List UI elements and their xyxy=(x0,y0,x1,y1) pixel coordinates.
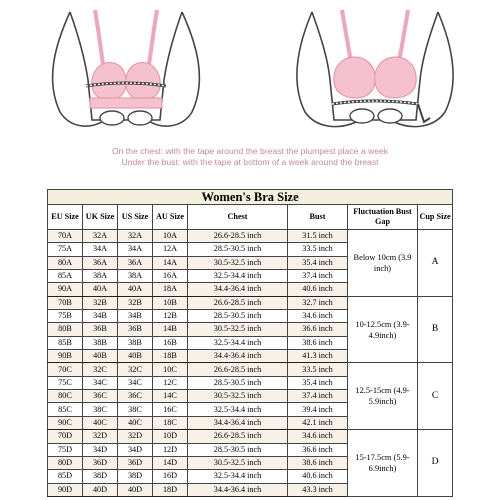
cell-us-size: 32D xyxy=(118,430,153,443)
cell-au-size: 14B xyxy=(153,323,188,336)
measuring-tape-underbust-illustration-icon xyxy=(250,0,500,140)
cell-uk-size: 36C xyxy=(83,390,118,403)
chest-instruction: On the chest: with the tape around the breast the plumpest place a week xyxy=(111,146,389,156)
cell-bust: 34.6 inch xyxy=(288,310,348,323)
cell-bust: 40.6 inch xyxy=(288,470,348,483)
cell-eu-size: 85A xyxy=(48,270,83,283)
cell-uk-size: 36D xyxy=(83,456,118,469)
cell-uk-size: 40D xyxy=(83,483,118,496)
table-row xyxy=(48,430,453,443)
cell-cup-size: D xyxy=(418,430,453,497)
cell-us-size: 34D xyxy=(118,443,153,456)
cell-au-size: 10A xyxy=(153,230,188,243)
cell-uk-size: 38A xyxy=(83,270,118,283)
cell-chest: 28.5-30.5 inch xyxy=(188,310,288,323)
cell-au-size: 18C xyxy=(153,416,188,429)
cell-uk-size: 40C xyxy=(83,416,118,429)
cell-chest: 34.4-36.4 inch xyxy=(188,283,288,296)
cell-uk-size: 40A xyxy=(83,283,118,296)
cell-uk-size: 38C xyxy=(83,403,118,416)
cell-eu-size: 80A xyxy=(48,256,83,269)
cell-us-size: 32C xyxy=(118,363,153,376)
cell-chest: 30.5-32.5 inch xyxy=(188,323,288,336)
cell-bust-gap: 12.5-15cm (4.9-5.9inch) xyxy=(348,363,418,430)
cell-eu-size: 90D xyxy=(48,483,83,496)
cell-eu-size: 90B xyxy=(48,350,83,363)
header-cup-size: Cup Size xyxy=(418,205,453,230)
cell-bust: 36.6 inch xyxy=(288,443,348,456)
cell-us-size: 36A xyxy=(118,256,153,269)
cell-bust: 42.1 inch xyxy=(288,416,348,429)
cell-chest: 26.6-28.5 inch xyxy=(188,296,288,309)
header-us-size: US Size xyxy=(118,205,153,230)
cell-au-size: 12A xyxy=(153,243,188,256)
cell-au-size: 12D xyxy=(153,443,188,456)
cell-uk-size: 34C xyxy=(83,376,118,389)
cell-eu-size: 70A xyxy=(48,230,83,243)
cell-uk-size: 38B xyxy=(83,336,118,349)
cell-chest: 34.4-36.4 inch xyxy=(188,350,288,363)
cell-cup-size: B xyxy=(418,296,453,363)
cell-au-size: 18D xyxy=(153,483,188,496)
cell-uk-size: 36A xyxy=(83,256,118,269)
cell-eu-size: 85C xyxy=(48,403,83,416)
cell-bust: 35.4 inch xyxy=(288,256,348,269)
cell-us-size: 38D xyxy=(118,470,153,483)
table-title: Women's Bra Size xyxy=(48,190,453,205)
cell-uk-size: 36B xyxy=(83,323,118,336)
table-row xyxy=(48,296,453,309)
cell-au-size: 10B xyxy=(153,296,188,309)
cell-uk-size: 40B xyxy=(83,350,118,363)
cell-chest: 32.5-34.4 inch xyxy=(188,336,288,349)
cell-us-size: 40C xyxy=(118,416,153,429)
cell-eu-size: 80D xyxy=(48,456,83,469)
cell-bust: 32.7 inch xyxy=(288,296,348,309)
table-row xyxy=(48,363,453,376)
table-row xyxy=(48,230,453,243)
cell-bust: 38.6 inch xyxy=(288,456,348,469)
header-bust-gap: Fluctuation Bust Gap xyxy=(348,205,418,230)
cell-chest: 28.5-30.5 inch xyxy=(188,243,288,256)
cell-chest: 26.6-28.5 inch xyxy=(188,363,288,376)
cell-eu-size: 70D xyxy=(48,430,83,443)
header-eu-size: EU Size xyxy=(48,205,83,230)
cell-eu-size: 90A xyxy=(48,283,83,296)
cell-uk-size: 34D xyxy=(83,443,118,456)
cell-us-size: 40D xyxy=(118,483,153,496)
cell-uk-size: 32A xyxy=(83,230,118,243)
cell-chest: 32.5-34.4 inch xyxy=(188,470,288,483)
cell-bust: 37.4 inch xyxy=(288,270,348,283)
cell-us-size: 38B xyxy=(118,336,153,349)
cell-bust: 33.5 inch xyxy=(288,243,348,256)
cell-bust: 35.4 inch xyxy=(288,376,348,389)
cell-chest: 26.6-28.5 inch xyxy=(188,430,288,443)
cell-au-size: 18A xyxy=(153,283,188,296)
cell-bust: 31.5 inch xyxy=(288,230,348,243)
cell-bust-gap: 10-12.5cm (3.9-4.9inch) xyxy=(348,296,418,363)
cell-au-size: 14C xyxy=(153,390,188,403)
cell-eu-size: 75B xyxy=(48,310,83,323)
cell-chest: 32.5-34.4 inch xyxy=(188,403,288,416)
cell-eu-size: 85B xyxy=(48,336,83,349)
cell-chest: 30.5-32.5 inch xyxy=(188,456,288,469)
cell-bust: 34.6 inch xyxy=(288,430,348,443)
cell-us-size: 36C xyxy=(118,390,153,403)
cell-eu-size: 70C xyxy=(48,363,83,376)
cell-bust: 36.6 inch xyxy=(288,323,348,336)
cell-au-size: 12B xyxy=(153,310,188,323)
cell-bust-gap: Below 10cm (3.9 inch) xyxy=(348,230,418,297)
cell-us-size: 36D xyxy=(118,456,153,469)
cell-us-size: 38A xyxy=(118,270,153,283)
cell-us-size: 32A xyxy=(118,230,153,243)
cell-bust: 40.6 inch xyxy=(288,283,348,296)
cell-au-size: 12C xyxy=(153,376,188,389)
cell-uk-size: 32D xyxy=(83,430,118,443)
under-bust-instruction: Under the bust: with the tape at bottom of a week around the breast xyxy=(121,157,379,167)
bra-size-table xyxy=(47,189,453,497)
cell-eu-size: 75C xyxy=(48,376,83,389)
cell-chest: 30.5-32.5 inch xyxy=(188,390,288,403)
cell-eu-size: 80B xyxy=(48,323,83,336)
cell-us-size: 40A xyxy=(118,283,153,296)
cell-uk-size: 32C xyxy=(83,363,118,376)
cell-chest: 30.5-32.5 inch xyxy=(188,256,288,269)
cell-chest: 34.4-36.4 inch xyxy=(188,416,288,429)
cell-us-size: 40B xyxy=(118,350,153,363)
cell-eu-size: 75D xyxy=(48,443,83,456)
header-au-size: AU Size xyxy=(153,205,188,230)
cell-eu-size: 70B xyxy=(48,296,83,309)
header-uk-size: UK Size xyxy=(83,205,118,230)
cell-us-size: 34A xyxy=(118,243,153,256)
cell-au-size: 16C xyxy=(153,403,188,416)
cell-eu-size: 80C xyxy=(48,390,83,403)
cell-au-size: 16A xyxy=(153,270,188,283)
underbust-measurement-illustration xyxy=(250,0,500,140)
cell-uk-size: 38D xyxy=(83,470,118,483)
cell-chest: 28.5-30.5 inch xyxy=(188,443,288,456)
header-chest: Chest xyxy=(188,205,288,230)
cell-chest: 26.6-28.5 inch xyxy=(188,230,288,243)
cell-au-size: 10D xyxy=(153,430,188,443)
cell-uk-size: 32B xyxy=(83,296,118,309)
cell-au-size: 14A xyxy=(153,256,188,269)
measurement-instructions xyxy=(0,146,500,168)
cell-bust-gap: 15-17.5cm (5.9-6.9inch) xyxy=(348,430,418,497)
table-body xyxy=(48,230,453,497)
cell-bust: 43.3 inch xyxy=(288,483,348,496)
cell-au-size: 14D xyxy=(153,456,188,469)
cell-bust: 33.5 inch xyxy=(288,363,348,376)
header-bust: Bust xyxy=(288,205,348,230)
cell-cup-size: C xyxy=(418,363,453,430)
cell-us-size: 38C xyxy=(118,403,153,416)
cell-bust: 38.6 inch xyxy=(288,336,348,349)
chest-measurement-illustration xyxy=(0,0,250,140)
measuring-tape-chest-illustration-icon xyxy=(0,0,250,140)
cell-us-size: 32B xyxy=(118,296,153,309)
cell-us-size: 34B xyxy=(118,310,153,323)
cell-au-size: 16B xyxy=(153,336,188,349)
cell-eu-size: 90C xyxy=(48,416,83,429)
cell-bust: 39.4 inch xyxy=(288,403,348,416)
cell-au-size: 10C xyxy=(153,363,188,376)
cell-us-size: 36B xyxy=(118,323,153,336)
cell-bust: 41.3 inch xyxy=(288,350,348,363)
cell-chest: 32.5-34.4 inch xyxy=(188,270,288,283)
cell-cup-size: A xyxy=(418,230,453,297)
cell-bust: 37.4 inch xyxy=(288,390,348,403)
cell-us-size: 34C xyxy=(118,376,153,389)
cell-eu-size: 75A xyxy=(48,243,83,256)
cell-au-size: 18B xyxy=(153,350,188,363)
cell-chest: 34.4-36.4 inch xyxy=(188,483,288,496)
cell-uk-size: 34A xyxy=(83,243,118,256)
cell-uk-size: 34B xyxy=(83,310,118,323)
cell-chest: 28.5-30.5 inch xyxy=(188,376,288,389)
cell-au-size: 16D xyxy=(153,470,188,483)
cell-eu-size: 85D xyxy=(48,470,83,483)
